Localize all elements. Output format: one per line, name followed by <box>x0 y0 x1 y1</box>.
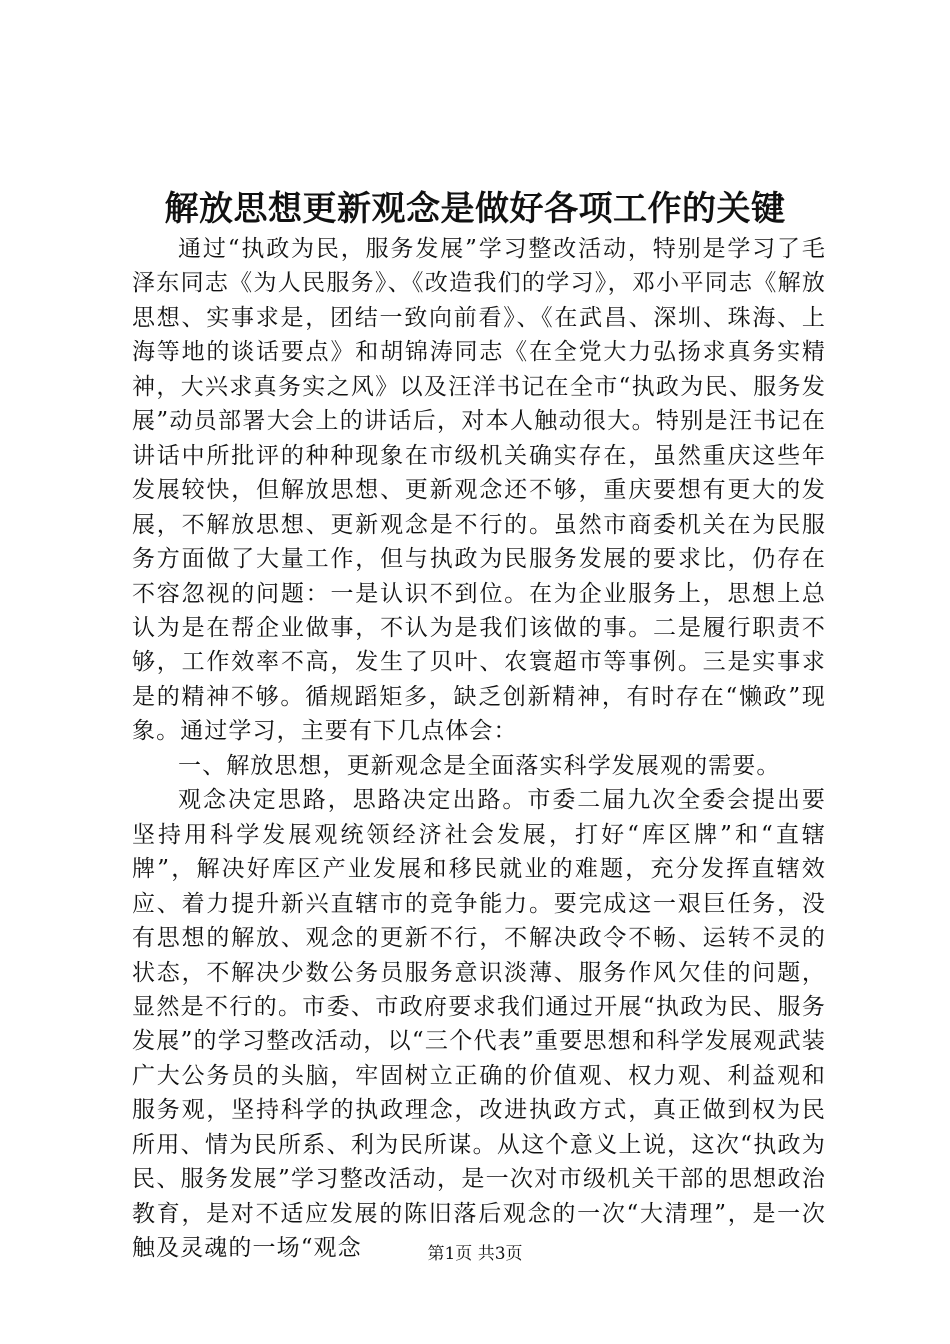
page-number-footer: 第1页 共3页 <box>427 1244 523 1264</box>
paragraph-heading-1: 一、解放思想，更新观念是全面落实科学发展观的需要。 <box>178 752 781 779</box>
document-body <box>132 232 826 1266</box>
document-title: 解放思想更新观念是做好各项工作的关键 <box>164 189 786 229</box>
paragraph-intro: 通过“执政为民，服务发展”学习整改活动，特别是学习了毛泽东同志《为人民服务》、《改造我们的学习》，邓小平同志《解放思想、实事求是，团结一致向前看》、《在武昌、深圳、珠海、上海等地的谈话要点》和胡锦涛同志《在全党大力弘扬求真务实精神，大兴求真务实之风》以及汪洋书记在全市“执政为民、服务发展”动员部署大会上的讲话后，对本人触动很大。特别是汪书记在讲话中所批评的种种现象在市级机关确实存在，虽然重庆这些年发展较快，但解放思想、更新观念还不够，重庆要想有更大的发展，不解放思想、更新观念是不行的。虽然市商委机关在为民服务方面做了大量工作，但与执政为民服务发展的要求比，仍存在不容忽视的问题：一是认识不到位。在为企业服务上，思想上总认为是在帮企业做事，不认为是我们该做的事。二是履行职责不够，工作效率不高，发生了贝叶、农寰超市等事例。三是实事求是的精神不够。循规蹈矩多，缺乏创新精神，有时存在“懒政”现象。通过学习，主要有下几点体会： <box>132 236 826 745</box>
paragraph-section-1: 观念决定思路，思路决定出路。市委二届九次全委会提出要坚持用科学发展观统领经济社会发展，打好“库区牌”和“直辖牌”，解决好库区产业发展和移民就业的难题，充分发挥直辖效应、着力提升新兴直辖市的竞争能力。要完成这一艰巨任务，没有思想的解放、观念的更新不行，不解决政令不畅、运转不灵的状态，不解决少数公务员服务意识淡薄、服务作风欠佳的问题，显然是不行的。市委、市政府要求我们通过开展“执政为民、服务发展”的学习整改活动，以“三个代表”重要思想和科学发展观武装广大公务员的头脑，牢固树立正确的价值观、权力观、利益观和服务观，坚持科学的执政理念，改进执政方式，真正做到权为民所用、情为民所系、利为民所谋。从这个意义上说，这次“执政为民、服务发展”学习整改活动，是一次对市级机关干部的思想政治教育，是对不适应发展的陈旧落后观念的一次“大清理”，是一次触及灵魂的一场“观念 <box>132 787 826 1262</box>
